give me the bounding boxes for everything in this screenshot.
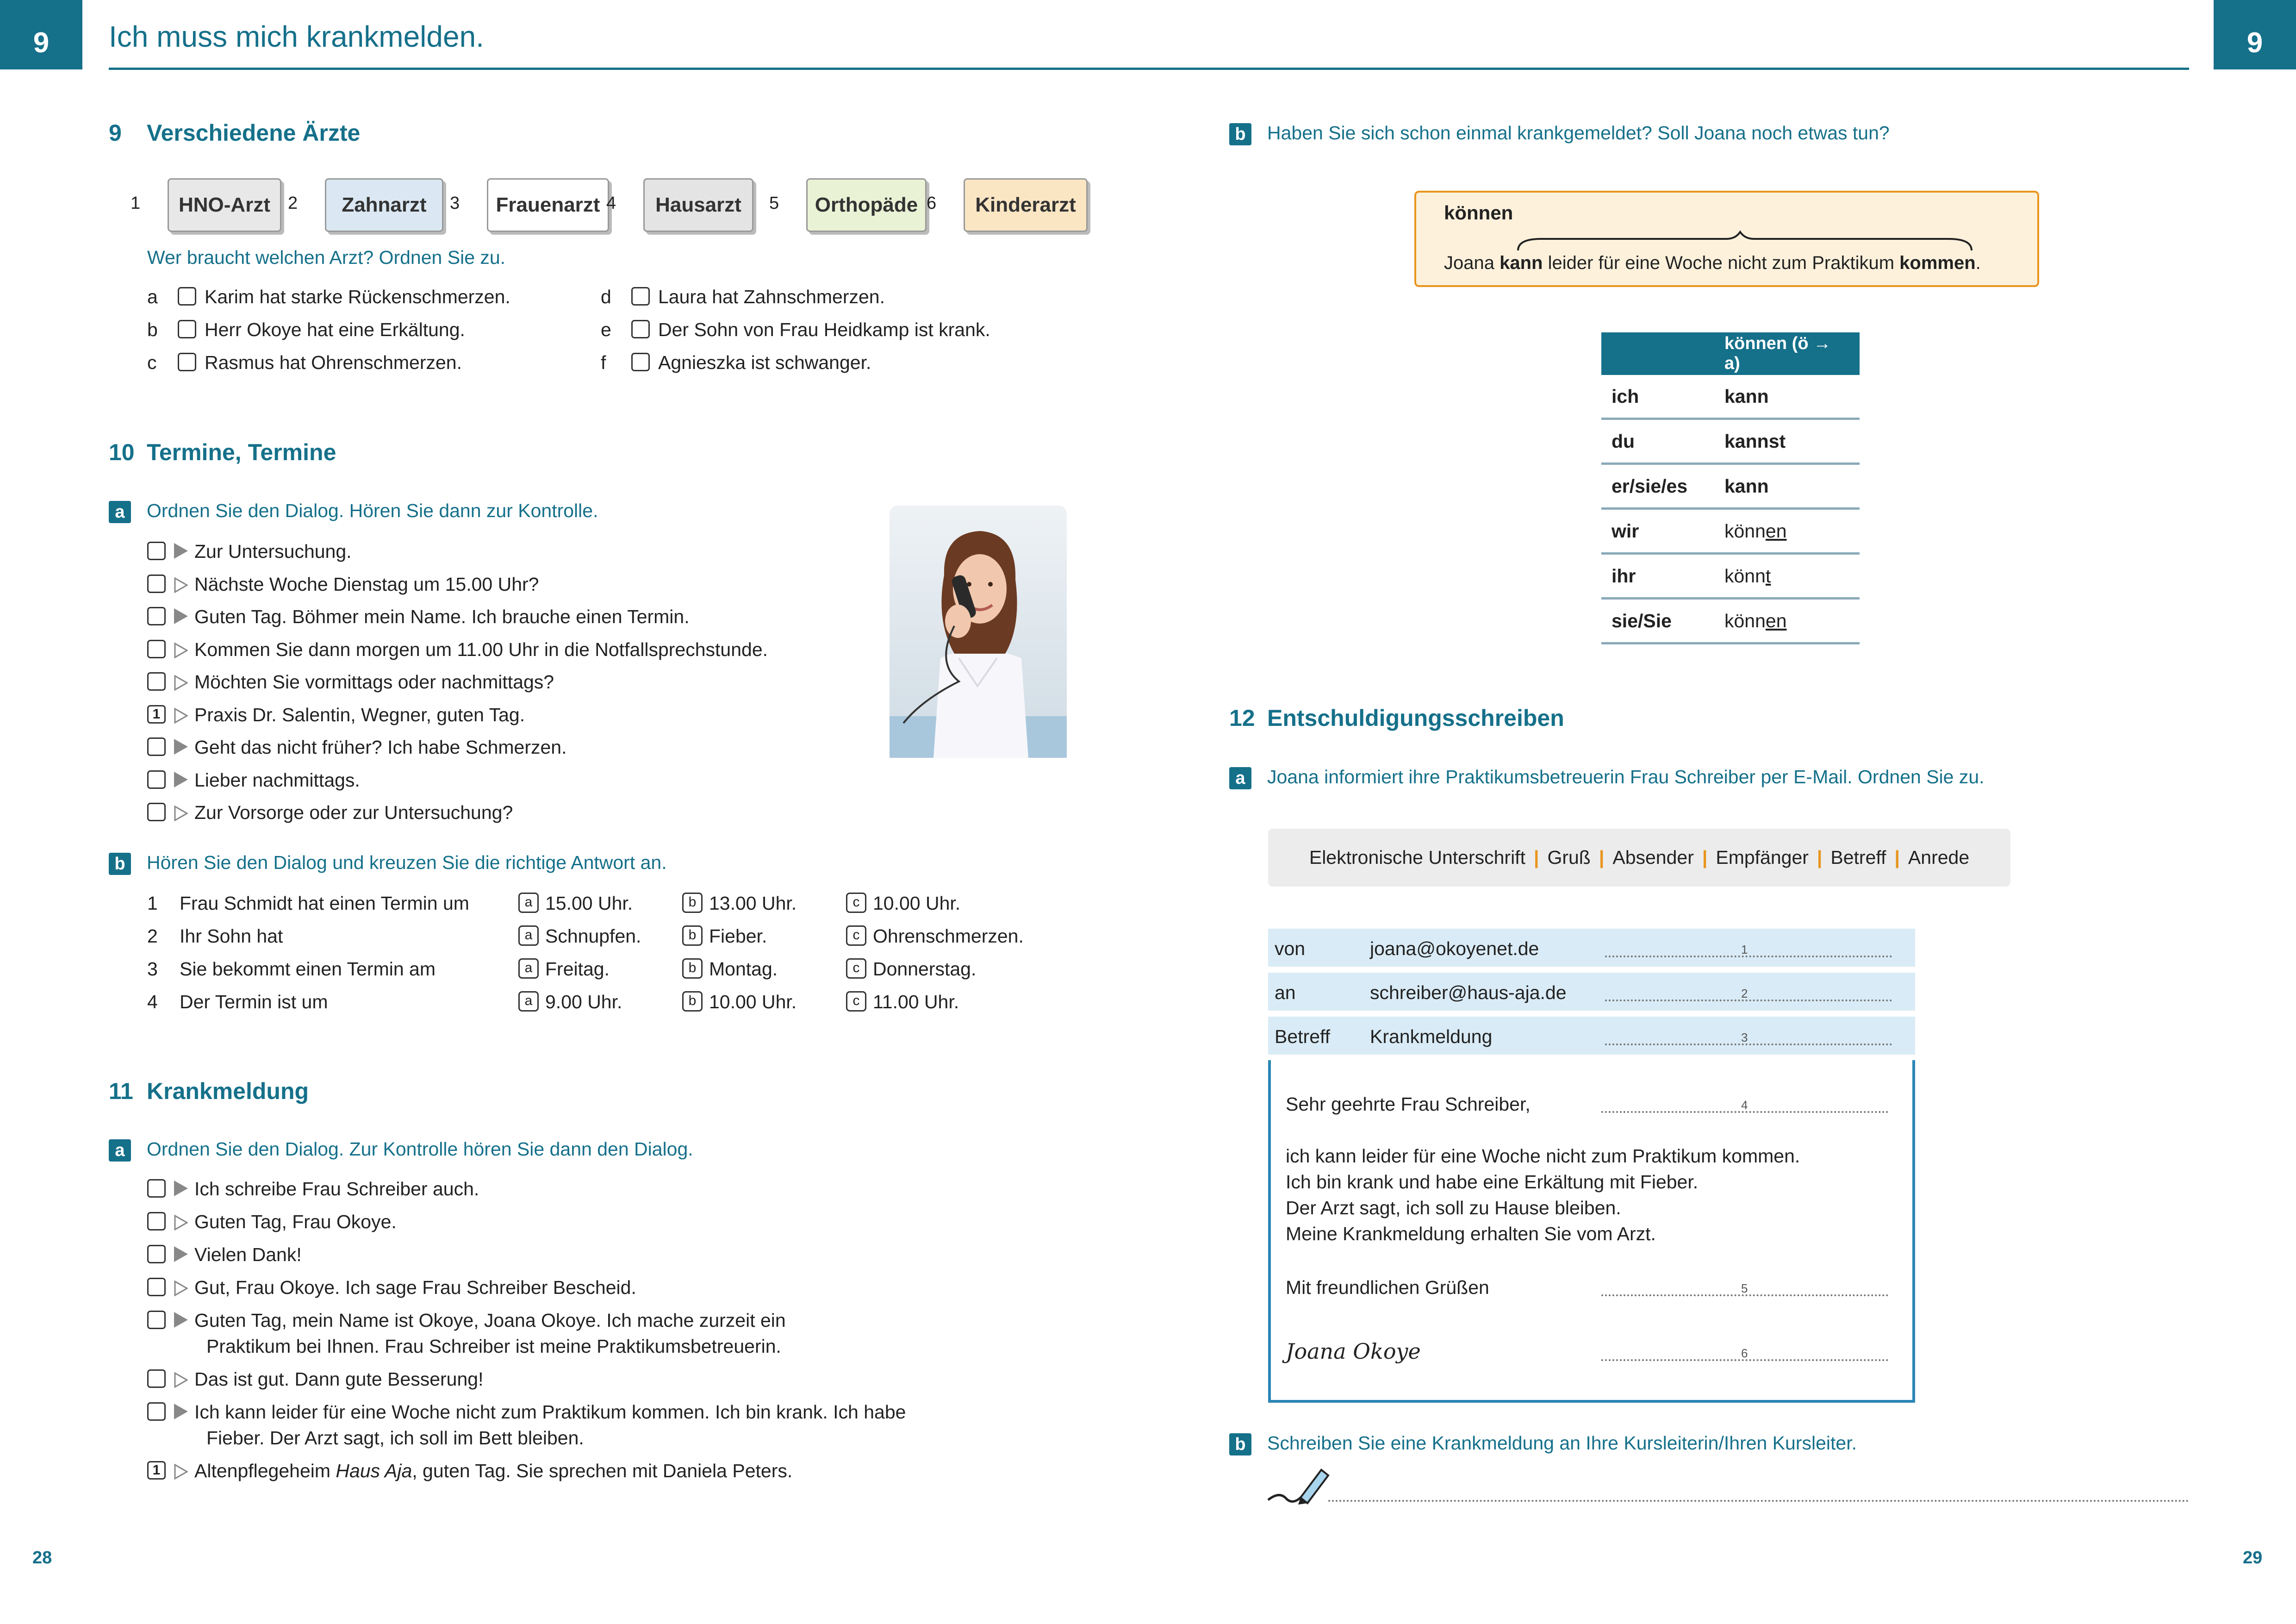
dialog-line xyxy=(147,671,554,693)
speaker-triangle-filled-icon xyxy=(174,1404,188,1419)
email-header-row xyxy=(1268,1017,1915,1055)
word-separator: | xyxy=(1894,847,1900,868)
conjugation-stem: könn xyxy=(1724,610,1766,631)
item-text: Der Sohn von Frau Heidkamp ist krank. xyxy=(658,319,990,340)
conjugation-form xyxy=(1714,599,1860,643)
dialog-line xyxy=(147,802,513,824)
doctor-card: Hausarzt xyxy=(643,178,753,232)
conjugation-row xyxy=(1601,375,1860,419)
item-letter: e xyxy=(601,319,611,340)
option-box[interactable]: c xyxy=(846,991,866,1012)
email-field-value: Krankmeldung xyxy=(1370,1026,1493,1047)
ex10b-instruction-row xyxy=(109,852,667,875)
option-text: 15.00 Uhr. xyxy=(545,893,633,914)
answer-checkbox[interactable] xyxy=(147,803,166,821)
conjugation-row xyxy=(1601,509,1860,554)
item-text: Karim hat starke Rückenschmerzen. xyxy=(205,286,510,307)
email-body-line: Meine Krankmeldung erhalten Sie vom Arzt. xyxy=(1286,1223,1656,1244)
speaker-triangle-filled-icon xyxy=(174,543,188,559)
conjugation-row xyxy=(1601,419,1860,464)
item-letter: c xyxy=(147,352,157,373)
option-box[interactable]: a xyxy=(518,958,539,979)
email-field-value: joana@okoyenet.de xyxy=(1370,938,1539,959)
question-number: 4 xyxy=(147,991,158,1012)
speaker-triangle-outline-icon xyxy=(174,1213,188,1229)
word-separator: | xyxy=(1817,847,1823,868)
speaker-triangle-outline-icon xyxy=(174,706,188,722)
conjugation-person: du xyxy=(1601,419,1714,464)
ex9-heading xyxy=(109,119,360,146)
doctor-card: Zahnarzt xyxy=(325,178,443,232)
dialog-line xyxy=(147,737,567,758)
conjugation-person: wir xyxy=(1601,509,1714,554)
ex9-title: Verschiedene Ärzte xyxy=(147,120,361,146)
conjugation-row xyxy=(1601,554,1860,599)
email-header-row xyxy=(1268,929,1915,967)
answer-option[interactable] xyxy=(682,991,796,1013)
word-box-item: Anrede xyxy=(1908,847,1970,868)
email-field-label: an xyxy=(1275,982,1296,1003)
option-text: Donnerstag. xyxy=(873,958,977,980)
speaker-triangle-filled-icon xyxy=(174,1312,188,1328)
item-letter: f xyxy=(601,352,606,373)
answer-checkbox[interactable] xyxy=(147,640,166,658)
answer-option[interactable] xyxy=(518,958,610,981)
speaker-triangle-filled-icon xyxy=(174,608,188,624)
ex12b-instruction-row xyxy=(1229,1432,1857,1455)
grammar-box xyxy=(1414,191,2039,287)
dialog-text: Altenpflegeheim xyxy=(194,1460,336,1481)
header-rule xyxy=(109,68,2189,70)
doctor-number: 1 xyxy=(131,194,141,213)
question-text: Der Termin ist um xyxy=(180,991,328,1012)
dialog-line xyxy=(147,1178,479,1200)
question-text: Ihr Sohn hat xyxy=(180,925,283,947)
grammar-sentence-part: leider für eine Woche nicht zum Praktikum xyxy=(1543,253,1900,273)
conjugation-body xyxy=(1601,375,1860,643)
ex11b-instruction-row xyxy=(1229,122,1890,145)
woman-on-phone-photo xyxy=(890,506,1067,758)
answer-checkbox[interactable] xyxy=(147,1212,166,1230)
dialog-text: Vielen Dank! xyxy=(194,1244,302,1265)
dialog-line xyxy=(147,1310,786,1331)
word-separator: | xyxy=(1533,847,1539,868)
email-closing: Mit freundlichen Grüßen xyxy=(1286,1277,1489,1298)
ex11b-instruction: Haben Sie sich schon einmal krankgemeldet? Soll Joana noch etwas tun? xyxy=(1267,122,1890,144)
ex11a-instruction: Ordnen Sie den Dialog. Zur Kontrolle hören Sie dann den Dialog. xyxy=(147,1138,693,1160)
conjugation-table xyxy=(1601,332,1860,644)
doctor-card: Frauenarzt xyxy=(487,178,609,232)
conjugation-person: ich xyxy=(1601,375,1714,419)
dialog-text: Kommen Sie dann morgen um 11.00 Uhr in die Notfallsprechstunde. xyxy=(194,638,768,660)
answer-checkbox[interactable] xyxy=(147,1311,166,1329)
answer-line[interactable] xyxy=(1605,1043,1892,1045)
option-text: 10.00 Uhr. xyxy=(709,991,797,1012)
email-salutation: Sehr geehrte Frau Schreiber, xyxy=(1286,1093,1531,1115)
conjugation-form xyxy=(1714,464,1860,509)
doctor-number: 5 xyxy=(769,194,779,213)
dialog-line xyxy=(147,541,352,562)
conjugation-stem: könn xyxy=(1724,565,1766,587)
conjugation-header-blank xyxy=(1601,332,1714,375)
ex9-item xyxy=(601,286,885,308)
speaker-triangle-outline-icon xyxy=(174,641,188,657)
dialog-text: Guten Tag, mein Name ist Okoye, Joana Okoye. Ich mache zurzeit ein xyxy=(194,1310,786,1331)
item-text: Rasmus hat Ohrenschmerzen. xyxy=(205,352,462,373)
option-box[interactable]: a xyxy=(518,925,539,946)
option-box[interactable]: c xyxy=(846,925,866,946)
speaker-triangle-outline-icon xyxy=(174,1279,188,1295)
conjugation-ending: en xyxy=(1765,610,1787,631)
ex10-number: 10 xyxy=(109,439,135,465)
word-separator: | xyxy=(1702,847,1708,868)
dialog-text: Geht das nicht früher? Ich habe Schmerzen. xyxy=(194,737,567,758)
dialog-text-italic: Haus Aja xyxy=(336,1460,412,1481)
speaker-triangle-outline-icon xyxy=(174,1371,188,1387)
ex10-title: Termine, Termine xyxy=(147,439,336,465)
answer-option[interactable] xyxy=(846,991,959,1013)
doctor-card: HNO-Arzt xyxy=(168,178,281,232)
answer-line[interactable] xyxy=(1605,999,1892,1001)
email-field-label: von xyxy=(1275,938,1306,959)
option-text: Ohrenschmerzen. xyxy=(873,925,1024,947)
answer-number: 2 xyxy=(1741,987,1748,1000)
ex12a-badge: a xyxy=(1229,767,1251,789)
question-number: 1 xyxy=(147,893,158,914)
grammar-sentence-part: Joana xyxy=(1444,253,1500,273)
answer-checkbox[interactable] xyxy=(147,1245,166,1263)
ex9-number: 9 xyxy=(109,120,122,146)
option-box[interactable]: b xyxy=(682,925,703,946)
question-text: Sie bekommt einen Termin am xyxy=(180,958,436,980)
doctor-card: Kinderarzt xyxy=(964,178,1088,232)
answer-box-filled[interactable]: 1 xyxy=(147,705,166,724)
answer-checkbox[interactable] xyxy=(631,287,650,306)
ex9-item xyxy=(147,319,465,341)
dialog-text: Ich kann leider für eine Woche nicht zum Praktikum kommen. Ich bin krank. Ich habe xyxy=(194,1401,906,1423)
dialog-line xyxy=(147,769,360,791)
word-box-item: Empfänger xyxy=(1716,847,1809,868)
dialog-line xyxy=(147,1460,792,1482)
option-text: Montag. xyxy=(709,958,778,980)
dialog-line xyxy=(147,606,690,628)
conjugation-form xyxy=(1714,509,1860,554)
doctor-number: 3 xyxy=(450,194,460,213)
option-text: 13.00 Uhr. xyxy=(709,893,797,914)
answer-checkbox[interactable] xyxy=(631,320,650,338)
dialog-line xyxy=(147,1211,397,1233)
conjugation-person: er/sie/es xyxy=(1601,464,1714,509)
conjugation-row xyxy=(1601,464,1860,509)
conjugation-stem: kann xyxy=(1724,475,1769,497)
speaker-triangle-filled-icon xyxy=(174,1181,188,1196)
dialog-line-continued: Praktikum bei Ihnen. Frau Schreiber ist meine Praktikumsbetreuerin. xyxy=(206,1336,781,1357)
dialog-text: , guten Tag. Sie sprechen mit Daniela Peters. xyxy=(412,1460,793,1481)
chapter-number-right: 9 xyxy=(2214,0,2296,69)
answer-checkbox[interactable] xyxy=(147,1402,166,1421)
answer-checkbox[interactable] xyxy=(147,575,166,593)
ex9-item xyxy=(601,352,871,374)
item-text: Herr Okoye hat eine Erkältung. xyxy=(205,319,465,340)
email-body-line: ich kann leider für eine Woche nicht zum Praktikum kommen. xyxy=(1286,1145,1800,1167)
dialog-text: Ich schreibe Frau Schreiber auch. xyxy=(194,1178,479,1199)
dialog-text: Lieber nachmittags. xyxy=(194,769,360,791)
answer-option[interactable] xyxy=(846,958,976,981)
question-number: 2 xyxy=(147,925,158,947)
option-text: Freitag. xyxy=(545,958,610,980)
option-box[interactable]: b xyxy=(682,893,703,913)
ex12b-instruction: Schreiben Sie eine Krankmeldung an Ihre Kursleiterin/Ihren Kursleiter. xyxy=(1267,1432,1857,1454)
answer-checkbox[interactable] xyxy=(147,737,166,756)
item-text: Laura hat Zahnschmerzen. xyxy=(658,286,885,307)
page-number-left: 28 xyxy=(32,1548,52,1568)
writing-line[interactable] xyxy=(1328,1500,2189,1502)
answer-checkbox[interactable] xyxy=(178,353,196,371)
dialog-line-continued: Fieber. Der Arzt sagt, ich soll im Bett bleiben. xyxy=(206,1427,584,1449)
page-number-right: 29 xyxy=(2243,1548,2263,1568)
grammar-sentence-modal: kann xyxy=(1500,253,1543,273)
dialog-line xyxy=(147,639,768,661)
ex12a-instruction-row xyxy=(1229,766,1985,789)
answer-option[interactable] xyxy=(682,958,778,981)
dialog-text: Gut, Frau Okoye. Ich sage Frau Schreiber Bescheid. xyxy=(194,1277,636,1298)
ex12a-instruction: Joana informiert ihre Praktikumsbetreuerin Frau Schreiber per E-Mail. Ordnen Sie zu. xyxy=(1267,766,1985,787)
ex10a-instruction-row xyxy=(109,500,598,523)
ex12-title: Entschuldigungsschreiben xyxy=(1267,705,1564,731)
email-field-value: schreiber@haus-aja.de xyxy=(1370,982,1567,1003)
answer-checkbox[interactable] xyxy=(147,1278,166,1296)
option-text: 9.00 Uhr. xyxy=(545,991,622,1012)
item-text: Agnieszka ist schwanger. xyxy=(658,352,871,373)
dialog-text: Zur Untersuchung. xyxy=(194,541,352,562)
conjugation-row xyxy=(1601,599,1860,643)
chapter-number-left: 9 xyxy=(0,0,82,69)
email-signature: Joana Okoye xyxy=(1286,1339,1421,1364)
doctor-number: 2 xyxy=(288,194,298,213)
grammar-title: können xyxy=(1444,202,1513,224)
option-text: Fieber. xyxy=(709,925,767,947)
word-box-item: Betreff xyxy=(1830,847,1886,868)
pen-writing-icon xyxy=(1266,1463,1331,1505)
dialog-text: Möchten Sie vormittags oder nachmittags? xyxy=(194,671,554,693)
email-field-label: Betreff xyxy=(1275,1026,1331,1047)
email-body-line: Der Arzt sagt, ich soll zu Hause bleiben. xyxy=(1286,1197,1621,1218)
ex11a-badge: a xyxy=(109,1139,131,1162)
option-box[interactable]: b xyxy=(682,958,703,979)
dialog-line xyxy=(147,1401,906,1423)
dialog-text: Guten Tag. Böhmer mein Name. Ich brauche einen Termin. xyxy=(194,606,690,627)
option-text: 11.00 Uhr. xyxy=(873,991,959,1012)
grammar-sentence-infinitive: kommen xyxy=(1899,253,1976,273)
answer-option[interactable] xyxy=(682,893,796,915)
ex12b-badge: b xyxy=(1229,1433,1251,1455)
speaker-triangle-filled-icon xyxy=(174,1246,188,1262)
answer-number-4: 4 xyxy=(1741,1098,1748,1112)
dialog-text: Guten Tag, Frau Okoye. xyxy=(194,1211,397,1232)
doctor-number: 6 xyxy=(927,194,937,213)
email-body-line: Ich bin krank und habe eine Erkältung mit Fieber. xyxy=(1286,1171,1699,1193)
conjugation-header: können (ö → a) xyxy=(1714,332,1860,375)
answer-number-6: 6 xyxy=(1741,1346,1748,1360)
conjugation-stem: kannst xyxy=(1724,430,1786,452)
option-box[interactable]: c xyxy=(846,893,866,913)
word-box xyxy=(1268,829,2010,887)
grammar-sentence xyxy=(1444,253,1981,274)
ex9-item xyxy=(601,319,990,341)
dialog-text: Praxis Dr. Salentin, Wegner, guten Tag. xyxy=(194,704,525,725)
speaker-triangle-filled-icon xyxy=(174,739,188,755)
speaker-triangle-outline-icon xyxy=(174,1462,188,1478)
dialog-line xyxy=(147,1277,636,1299)
speaker-triangle-outline-icon xyxy=(174,674,188,689)
grammar-sentence-part: . xyxy=(1975,253,1981,273)
dialog-line xyxy=(147,574,539,595)
ex10b-badge: b xyxy=(109,853,131,875)
answer-checkbox[interactable] xyxy=(147,607,166,625)
conjugation-stem: kann xyxy=(1724,385,1769,407)
answer-checkbox[interactable] xyxy=(178,287,196,306)
answer-checkbox[interactable] xyxy=(631,353,650,371)
grammar-brace-icon xyxy=(1513,230,1976,253)
conjugation-person: sie/Sie xyxy=(1601,599,1714,643)
answer-option[interactable] xyxy=(846,925,1024,948)
option-text: Schnupfen. xyxy=(545,925,641,947)
answer-checkbox[interactable] xyxy=(147,770,166,789)
word-box-item: Absender xyxy=(1612,847,1694,868)
answer-checkbox[interactable] xyxy=(178,320,196,338)
dialog-text: Das ist gut. Dann gute Besserung! xyxy=(194,1368,484,1390)
answer-checkbox[interactable] xyxy=(147,542,166,560)
ex9-item xyxy=(147,286,510,308)
option-box[interactable]: a xyxy=(518,893,539,913)
answer-option[interactable] xyxy=(518,991,622,1013)
option-text: 10.00 Uhr. xyxy=(873,893,961,914)
word-box-item: Elektronische Unterschrift xyxy=(1309,847,1525,868)
conjugation-stem: könn xyxy=(1724,520,1766,542)
conjugation-table-wrap xyxy=(1601,332,1860,644)
question-text: Frau Schmidt hat einen Termin um xyxy=(180,893,469,914)
option-box[interactable]: b xyxy=(682,991,703,1012)
answer-box-filled[interactable]: 1 xyxy=(147,1461,166,1480)
conjugation-form xyxy=(1714,554,1860,599)
answer-option[interactable] xyxy=(846,893,960,915)
speaker-triangle-outline-icon xyxy=(174,576,188,592)
ex12-number: 12 xyxy=(1229,705,1255,731)
speaker-triangle-outline-icon xyxy=(174,804,188,820)
conjugation-form xyxy=(1714,419,1860,464)
ex11-number: 11 xyxy=(109,1078,133,1104)
answer-number: 1 xyxy=(1741,943,1748,956)
doctor-number: 4 xyxy=(606,194,616,213)
conjugation-ending: t xyxy=(1765,565,1771,587)
page-title: Ich muss mich krankmelden. xyxy=(109,20,484,53)
option-box[interactable]: a xyxy=(518,991,539,1012)
ex11-heading xyxy=(109,1078,309,1105)
word-box-item: Gruß xyxy=(1547,847,1591,868)
option-box[interactable]: c xyxy=(846,958,866,979)
answer-option[interactable] xyxy=(518,925,641,948)
conjugation-person: ihr xyxy=(1601,554,1714,599)
conjugation-ending: en xyxy=(1765,520,1787,542)
word-separator: | xyxy=(1599,847,1605,868)
ex9-instruction: Wer braucht welchen Arzt? Ordnen Sie zu. xyxy=(147,247,506,268)
ex10-heading xyxy=(109,439,336,466)
answer-number-5: 5 xyxy=(1741,1281,1748,1295)
ex10b-instruction: Hören Sie den Dialog und kreuzen Sie die richtige Antwort an. xyxy=(147,852,667,873)
answer-checkbox[interactable] xyxy=(147,1369,166,1388)
question-number: 3 xyxy=(147,958,158,980)
dialog-line xyxy=(147,1244,302,1266)
answer-checkbox[interactable] xyxy=(147,1179,166,1198)
answer-option[interactable] xyxy=(682,925,767,948)
ex10a-instruction: Ordnen Sie den Dialog. Hören Sie dann zur Kontrolle. xyxy=(147,500,598,521)
ex9-item xyxy=(147,352,462,374)
answer-option[interactable] xyxy=(518,893,633,915)
answer-number: 3 xyxy=(1741,1031,1748,1044)
dialog-text: Nächste Woche Dienstag um 15.00 Uhr? xyxy=(194,573,539,595)
ex11-title: Krankmeldung xyxy=(147,1078,309,1104)
doctor-card: Orthopäde xyxy=(806,178,927,232)
item-letter: a xyxy=(147,286,158,307)
conjugation-form xyxy=(1714,375,1860,419)
ex10a-badge: a xyxy=(109,501,131,523)
answer-checkbox[interactable] xyxy=(147,672,166,691)
ex12-heading xyxy=(1229,705,1564,731)
dialog-line xyxy=(147,704,525,726)
item-letter: d xyxy=(601,286,611,307)
answer-line[interactable] xyxy=(1605,956,1892,957)
email-header-row xyxy=(1268,973,1915,1011)
dialog-text: Zur Vorsorge oder zur Untersuchung? xyxy=(194,802,513,823)
dialog-line xyxy=(147,1368,483,1390)
item-letter: b xyxy=(147,319,158,340)
ex11a-instruction-row xyxy=(109,1138,693,1162)
speaker-triangle-filled-icon xyxy=(174,772,188,787)
ex11b-badge: b xyxy=(1229,123,1251,145)
